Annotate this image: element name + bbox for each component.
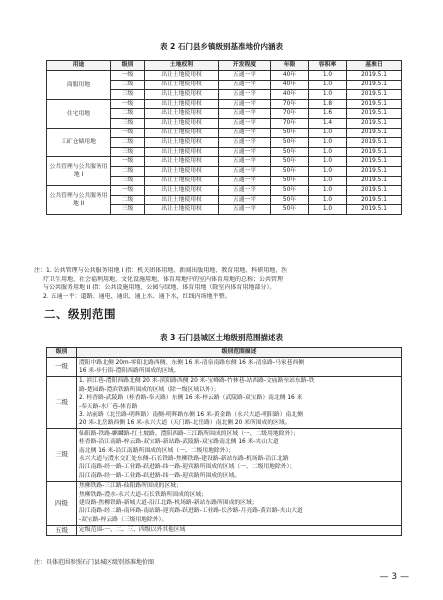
table-cell: 40年 (271, 90, 309, 100)
note-line: 与公共服务用地 II 指：公共设施用地、公园与绿地、体育用地（除室内体育用地部分）。 (43, 284, 276, 292)
table-cell: 出让土地使用权 (145, 176, 219, 186)
table-cell: 出让土地使用权 (145, 205, 219, 215)
level-cell: 三级 (47, 429, 77, 481)
description-line: -奉天路-水厂巷-体育路 (79, 403, 138, 410)
table-cell: 50年 (271, 128, 309, 138)
table-cell: 2019.5.1 (347, 118, 402, 128)
description-line: -双宝路-梓云路（三级用地除外）。 (79, 516, 168, 523)
description-line: 南北侧 16 米-沿江南路所围成的区域（一、二级用地除外）； (79, 447, 235, 454)
page-number: — 3 — (379, 572, 409, 582)
table-cell: 50年 (271, 195, 309, 205)
table-cell: 1.4 (309, 118, 347, 128)
table-cell: 五通一平 (219, 205, 271, 215)
table-cell: 五通一平 (219, 138, 271, 148)
table1-notes (34, 267, 414, 301)
table-cell: 五通一平 (219, 128, 271, 138)
header-development: 开发程度 (219, 61, 271, 71)
table2-footnote: 注：具体范围参照石门县城区级别基准地价图 (34, 559, 155, 566)
description-cell (77, 481, 402, 525)
table-cell: 40年 (271, 71, 309, 81)
table-row (47, 525, 402, 535)
table-cell: 三级 (111, 90, 145, 100)
table-cell: 50年 (271, 176, 309, 186)
table-cell: 出让土地使用权 (145, 147, 219, 157)
table-cell: 出让土地使用权 (145, 128, 219, 138)
table-cell: 五通一平 (219, 166, 271, 176)
description-line: 焦柳铁路-澧水-永兴大道-石长铁路所围成的区域； (79, 491, 208, 498)
use-cell: 工矿仓储用地 (47, 128, 111, 157)
table-cell: 1.0 (309, 205, 347, 215)
table-cell: 1.0 (309, 157, 347, 167)
table-cell: 50年 (271, 157, 309, 167)
note-line: 2. 五通一平：道路、通电、通讯、通上水、通下水，红线内场地平整。 (43, 292, 231, 300)
table-cell: 出让土地使用权 (145, 157, 219, 167)
table-row (47, 71, 402, 81)
table-cell: 1.0 (309, 186, 347, 196)
table-cell: 1.0 (309, 166, 347, 176)
table-cell: 1.6 (309, 109, 347, 119)
use-cell: 公共管理与公共服务用地 I (47, 157, 111, 186)
description-line: 20 米-北岳路西侧 16 米-永兴大道（天门路-北岳路）南北侧 20 米所围成的区域。 (79, 420, 291, 427)
table-cell: 2019.5.1 (347, 99, 402, 109)
table-cell: 五通一平 (219, 195, 271, 205)
header-level: 级别 (111, 61, 145, 71)
note-line: 注：1. 公共管理与公共服务用地 I 指：机关团体用地、新闻出版用地、教育用地、科研用地、医 (34, 267, 288, 274)
table1-header-row (47, 61, 402, 71)
table-cell: 五通一平 (219, 90, 271, 100)
description-cell (77, 376, 402, 428)
header-base-date: 基准日 (347, 61, 402, 71)
table-cell: 1.0 (309, 80, 347, 90)
header-land-right: 土地权利 (145, 61, 219, 71)
table-cell: 一级 (111, 157, 145, 167)
table-cell: 2019.5.1 (347, 147, 402, 157)
table-cell: 2019.5.1 (347, 176, 402, 186)
table-cell: 2019.5.1 (347, 195, 402, 205)
table2-caption: 表 3 石门县城区土地级别范围描述表 (160, 333, 283, 342)
table-cell: 50年 (271, 205, 309, 215)
header-plot-ratio: 容积率 (309, 61, 347, 71)
table-cell: 2019.5.1 (347, 71, 402, 81)
table-cell: 五通一平 (219, 80, 271, 90)
description-line: 定级范围-一、二、三、四级以外其他区域 (79, 527, 186, 534)
table-cell: 1.0 (309, 147, 347, 157)
table-cell: 2019.5.1 (347, 90, 402, 100)
table-cell: 一级 (111, 128, 145, 138)
table-cell: 1.0 (309, 71, 347, 81)
table-cell: 五通一平 (219, 147, 271, 157)
table-cell: 50年 (271, 166, 309, 176)
table-row (47, 429, 402, 481)
use-cell: 住宅用地 (47, 99, 111, 128)
table-cell: 出让土地使用权 (145, 80, 219, 90)
table-cell: 出让土地使用权 (145, 90, 219, 100)
table-cell: 五通一平 (219, 99, 271, 109)
table-cell: 2019.5.1 (347, 157, 402, 167)
description-line: 仙阳路-铁路-麒麟路-红土坡路、澧阳西路-三江路所围成的区域（一、二级用地除外）； (79, 430, 299, 437)
table2-header-row (47, 348, 402, 358)
table-cell: 1.0 (309, 176, 347, 186)
table-cell: 2019.5.1 (347, 128, 402, 138)
description-line: 16 米-步行街-澧阳西路所围成的区域。 (79, 367, 180, 374)
table-cell: 出让土地使用权 (145, 195, 219, 205)
table-cell: 70年 (271, 118, 309, 128)
table-cell: 五通一平 (219, 186, 271, 196)
table-cell: 五通一平 (219, 109, 271, 119)
table-cell: 三级 (111, 205, 145, 215)
table-cell: 2019.5.1 (347, 138, 402, 148)
description-line: 澧阳中路北侧 20m-零阳北路西侧、东侧 16 米-清泉南路东侧 16 米-清泉路-马家巷西侧 (79, 359, 305, 366)
use-cell: 公共管理与公共服务用地 II (47, 186, 111, 215)
table-cell: 五通一平 (219, 176, 271, 186)
table-cell: 50年 (271, 186, 309, 196)
description-line: 建设路-焦柳铁路-新城大道-沿江北路-机场路-新站东路所围成的区域； (79, 500, 258, 506)
table-cell: 70年 (271, 99, 309, 109)
level-cell: 一级 (47, 358, 77, 377)
description-line: 沿江南路-经一路-工业路-跃进路-纬一路-迎宾路所围成的区域（一、二级用地除外）； (79, 464, 296, 471)
table1-caption: 表 2 石门县乡镇级别基准地价内涵表 (160, 42, 283, 51)
description-line: 永兴大道与澧水交汇处东侧-石长铁路-焦柳铁路-建设路-新站东路-机场路-沿江北路 (79, 455, 289, 462)
description-line: 桂香路-沿江南路-梓云路-双宝路-新站路-武陵路-双宝路南北侧 16 米-夹山大道 (79, 439, 279, 446)
table-cell: 出让土地使用权 (145, 71, 219, 81)
table-cell: 二级 (111, 80, 145, 90)
table-cell: 二级 (111, 138, 145, 148)
table-cell: 出让土地使用权 (145, 118, 219, 128)
table-cell: 三级 (111, 176, 145, 186)
description-cell (77, 429, 402, 481)
table-cell: 五通一平 (219, 71, 271, 81)
table-cell: 1.0 (309, 138, 347, 148)
description-cell (77, 525, 402, 535)
table-cell: 出让土地使用权 (145, 138, 219, 148)
description-line: 焦柳铁路-三江路-仙阳路所围成的区域； (79, 483, 182, 490)
table-row (47, 157, 402, 167)
table-cell: 1.0 (309, 90, 347, 100)
description-line: 路-楚园路-澧滨铁路所围成的区域（除一级区域以外）； (79, 386, 220, 393)
table-row (47, 99, 402, 109)
table-row (47, 186, 402, 196)
table-cell: 二级 (111, 109, 145, 119)
base-price-connotation-table (46, 60, 402, 215)
table-cell: 出让土地使用权 (145, 186, 219, 196)
table-cell: 一级 (111, 99, 145, 109)
table-cell: 出让土地使用权 (145, 166, 219, 176)
table-cell: 三级 (111, 147, 145, 157)
table-cell: 五通一平 (219, 157, 271, 167)
level-cell: 五级 (47, 525, 77, 535)
section-heading: 二、级别范围 (44, 307, 116, 321)
table-row (47, 376, 402, 428)
table-cell: 二级 (111, 166, 145, 176)
table-cell: 一级 (111, 186, 145, 196)
description-line: 2. 桂香路-武陵路（桂香路-奉天路）东侧 16 米-梓云路（武陵路-双宝路）南北侧 16 米 (79, 395, 303, 402)
level-range-table (46, 347, 402, 536)
table-cell: 2019.5.1 (347, 109, 402, 119)
table-cell: 一级 (111, 71, 145, 81)
table-cell: 出让土地使用权 (145, 109, 219, 119)
table-cell: 三级 (111, 118, 145, 128)
table-cell: 五通一平 (219, 118, 271, 128)
table-cell: 1.8 (309, 99, 347, 109)
use-cell: 商服用地 (47, 71, 111, 100)
table-row (47, 358, 402, 377)
table-cell: 2019.5.1 (347, 166, 402, 176)
level-cell: 四级 (47, 481, 77, 525)
note-line: 疗卫生用地、社会福利用地、文化设施用地、体育用地中的室内体育用地的总称；公共管理 (43, 275, 284, 283)
table-cell: 1.0 (309, 195, 347, 205)
table-row (47, 128, 402, 138)
description-line: 沿江南路-经二路-南环路-南站路-迎宾路-跃进路-工业路-长沙路-月亮路-黄岩路-夹山大道 (79, 508, 303, 515)
table-cell: 40年 (271, 80, 309, 90)
table-cell: 50年 (271, 147, 309, 157)
table-cell: 50年 (271, 138, 309, 148)
description-line: 沿江南路-经一路-工业路-跃进路-纬一路-迎宾路所围成的区域。 (79, 472, 241, 479)
header-term: 年限 (271, 61, 309, 71)
table-cell: 二级 (111, 195, 145, 205)
table-cell: 出让土地使用权 (145, 99, 219, 109)
description-line: 3. 站前路（北岳路-明辉路）南侧-明辉路东侧 16 米-黄金路（永兴大道-明阳路）南北侧 (79, 411, 303, 418)
table-cell: 2019.5.1 (347, 80, 402, 90)
table-cell: 2019.5.1 (347, 186, 402, 196)
description-line: 1. 滨江巷-澧阳西路北侧 20 米-滨阳路西侧 20 米-宝峰路-竹林巷-站西路-文庙路至站东路-铁 (79, 378, 315, 385)
description-cell (77, 358, 402, 377)
header-level: 级别 (47, 348, 77, 358)
table-row (47, 481, 402, 525)
table-cell: 1.0 (309, 128, 347, 138)
header-range-description: 级别范围描述 (77, 348, 402, 358)
table-cell: 70年 (271, 109, 309, 119)
level-cell: 二级 (47, 376, 77, 428)
table-cell: 2019.5.1 (347, 205, 402, 215)
header-use: 用途 (47, 61, 111, 71)
